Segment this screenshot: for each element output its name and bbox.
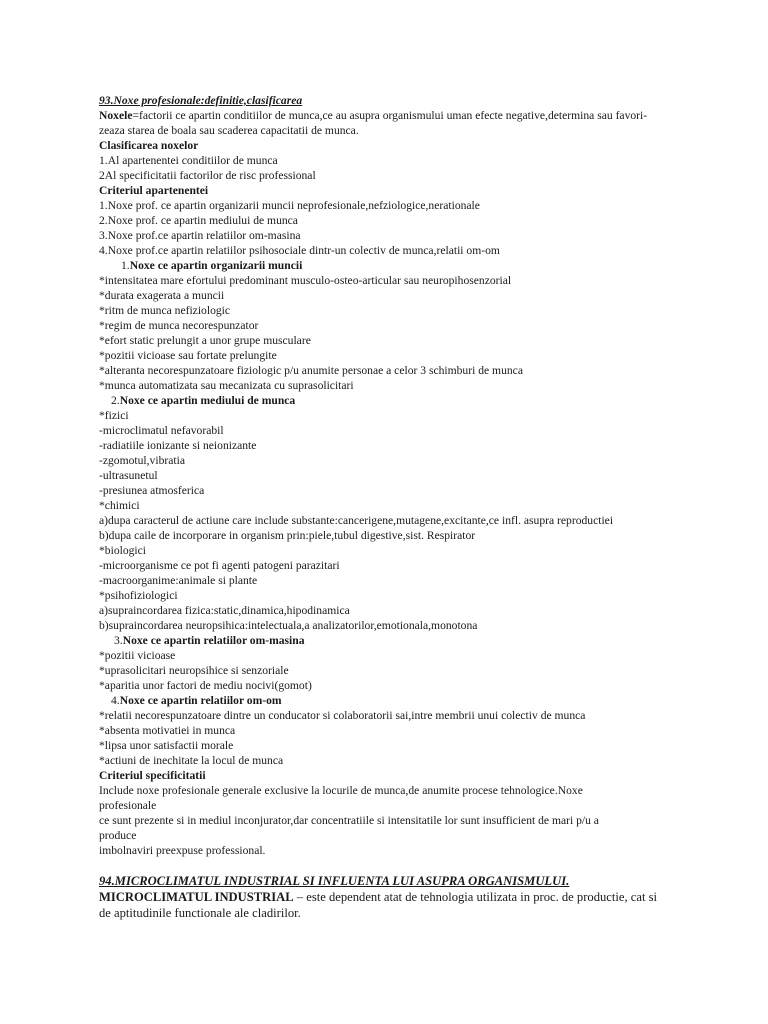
list-item: *ritm de munca nefiziologic xyxy=(99,304,231,317)
list-item: *munca automatizata sau mecanizata cu suprasolicitari xyxy=(99,379,354,392)
definition-continuation: zeaza starea de boala sau scaderea capacitatii de munca. xyxy=(99,124,359,137)
group-1-heading xyxy=(99,258,664,273)
list-item: b)dupa caile de incorporare in organism prin:piele,tubul digestive,sist. Respirator xyxy=(99,529,476,542)
list-item: *biologici xyxy=(99,544,147,557)
group-title: Noxe ce apartin relatiilor om-om xyxy=(119,694,282,707)
list-item: *intensitatea mare efortului predominant musculo-osteo-articular sau neuropihosenzorial xyxy=(99,274,512,287)
list-item: *fizici xyxy=(99,409,129,422)
group-3-heading xyxy=(99,633,664,648)
list-item: 2Al specificitatii factorilor de risc professional xyxy=(99,169,316,182)
list-item: 1.Al apartenentei conditiilor de munca xyxy=(99,154,278,167)
section-94-title: 94.MICROCLIMATUL INDUSTRIAL SI INFLUENTA LUI ASUPRA ORGANISMULUI. xyxy=(99,874,570,888)
group-title: Noxe ce apartin relatiilor om-masina xyxy=(122,634,305,647)
list-item: a)supraincordarea fizica:static,dinamica,hipodinamica xyxy=(99,604,350,617)
list-item: -presiunea atmosferica xyxy=(99,484,205,497)
list-item: *pozitii vicioase xyxy=(99,649,176,662)
list-item: 3.Noxe prof.ce apartin relatiilor om-masina xyxy=(99,229,301,242)
microclimate-continuation: de aptitudinile functionale ale cladirilor. xyxy=(99,906,301,920)
specificity-heading: Criteriul specificitatii xyxy=(99,769,206,782)
group-title: Noxe ce apartin mediului de munca xyxy=(119,394,296,407)
definition-term: Noxele xyxy=(99,109,133,122)
list-item: -macroorganime:animale si plante xyxy=(99,574,258,587)
list-item: *chimici xyxy=(99,499,140,512)
list-item: -radiatiile ionizante si neionizante xyxy=(99,439,257,452)
list-item: *uprasolicitari neuropsihice si senzoriale xyxy=(99,664,289,677)
list-item: *pozitii vicioase sau fortate prelungite xyxy=(99,349,277,362)
list-item: -ultrasunetul xyxy=(99,469,158,482)
group-number: 4. xyxy=(111,694,120,707)
list-item: a)dupa caracterul de actiune care include substante:cancerigene,mutagene,excitante,ce infl. asupra reproductiei xyxy=(99,514,614,527)
list-item: 2.Noxe prof. ce apartin mediului de munca xyxy=(99,214,298,227)
list-item: 1.Noxe prof. ce apartin organizarii muncii neprofesionale,nefziologice,nerationale xyxy=(99,199,480,212)
classification-heading: Clasificarea noxelor xyxy=(99,139,199,152)
microclimate-text: – este dependent atat de tehnologia utilizata in proc. de productie, cat si xyxy=(293,890,657,904)
criterion-heading: Criteriul apartenentei xyxy=(99,184,209,197)
group-number: 2. xyxy=(111,394,120,407)
paragraph-line: produce xyxy=(99,829,137,842)
definition-text: =factorii ce apartin conditiilor de munca,ce au asupra organismului uman efecte negative,determina sau favori- xyxy=(132,109,648,122)
list-item: -zgomotul,vibratia xyxy=(99,454,185,467)
list-item: b)supraincordarea neuropsihica:intelectuala,a analizatorilor,emotionala,monotona xyxy=(99,619,478,632)
group-number: 3. xyxy=(114,634,123,647)
section-spacer xyxy=(99,858,664,873)
section-93-title: 93.Noxe profesionale:definitie,clasificarea xyxy=(99,94,303,107)
group-2-heading xyxy=(99,393,664,408)
document-page xyxy=(99,93,664,921)
group-4-heading xyxy=(99,693,664,708)
microclimate-line xyxy=(99,889,664,905)
list-item: *durata exagerata a muncii xyxy=(99,289,225,302)
paragraph-line: Include noxe profesionale generale exclusive la locurile de munca,de anumite procese tehnologice.Noxe xyxy=(99,784,583,797)
list-item: -microclimatul nefavorabil xyxy=(99,424,224,437)
list-item: *aparitia unor factori de mediu nocivi(gomot) xyxy=(99,679,312,692)
list-item: *efort static prelungit a unor grupe musculare xyxy=(99,334,311,347)
list-item: -microorganisme ce pot fi agenti patogeni parazitari xyxy=(99,559,340,572)
list-item: *regim de munca necorespunzator xyxy=(99,319,259,332)
list-item: *lipsa unor satisfactii morale xyxy=(99,739,234,752)
group-number: 1. xyxy=(121,259,130,272)
microclimate-term: MICROCLIMATUL INDUSTRIAL xyxy=(99,890,294,904)
list-item: *relatii necorespunzatoare dintre un conducator si colaboratorii sai,intre membrii unui colectiv de munca xyxy=(99,709,586,722)
paragraph-line: profesionale xyxy=(99,799,157,812)
list-item: *psihofiziologici xyxy=(99,589,178,602)
definition-line xyxy=(99,108,664,123)
list-item: 4.Noxe prof.ce apartin relatiilor psihosociale dintr-un colectiv de munca,relatii om-om xyxy=(99,244,500,257)
paragraph-line: imbolnaviri preexpuse professional. xyxy=(99,844,266,857)
group-title: Noxe ce apartin organizarii muncii xyxy=(129,259,303,272)
paragraph-line: ce sunt prezente si in mediul inconjurator,dar concentratiile si intensitatile lor sunt insufficient de mari p/u a xyxy=(99,814,599,827)
list-item: *alteranta necorespunzatoare fiziologic p/u anumite personae a celor 3 schimburi de munca xyxy=(99,364,523,377)
list-item: *actiuni de inechitate la locul de munca xyxy=(99,754,284,767)
list-item: *absenta motivatiei in munca xyxy=(99,724,236,737)
